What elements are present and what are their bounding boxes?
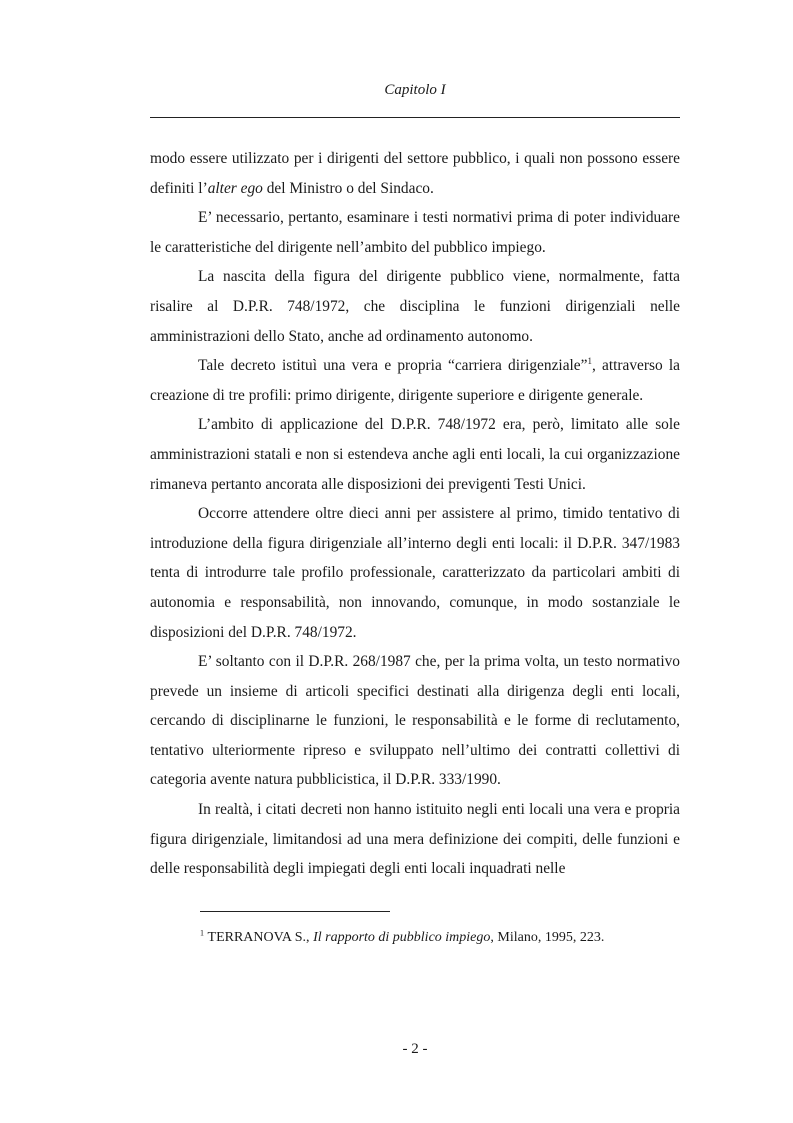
body-text — [150, 144, 680, 884]
footnote-rule — [200, 911, 390, 912]
footnote-reference[interactable]: 1 — [587, 356, 592, 367]
footnote-marker: 1 — [200, 928, 204, 938]
paragraph-3: La nascita della figura del dirigente pubblico viene, normalmente, fatta risalire al D.P.R. 748/1972, che disciplina le funzioni dirigenziali nelle amministrazioni dello Stato, anche ad ordinamento autonomo. — [150, 268, 680, 345]
running-header: Capitolo I — [384, 82, 446, 98]
footnote-title: Il rapporto di pubblico impiego — [313, 930, 491, 945]
footnote: $^1$ TERRANOVA S., Il rapporto di pubblico impiego, Milano, 1995, 223. — [200, 928, 605, 945]
footnote-author: TERRANOVA S., — [207, 930, 310, 945]
paragraph-8: In realtà, i citati decreti non hanno istituito negli enti locali una vera e propria figura dirigenziale, limitandosi ad una mera definizione dei compiti, delle funzioni e delle responsabilità degli impiegati degli enti locali inquadrati nelle — [150, 801, 680, 878]
paragraph-6: Occorre attendere oltre dieci anni per assistere al primo, timido tentativo di introduzione della figura dirigenziale all’interno degli enti locali: il D.P.R. 347/1983 tenta di introdurre tale profilo professionale, caratterizzato da particolari ambiti di autonomia e responsabilità, non innovando, comunque, in modo sostanziale le disposizioni del D.P.R. 748/1972. — [150, 505, 680, 641]
paragraph-2: E’ necessario, pertanto, esaminare i testi normativi prima di poter individuare le caratteristiche del dirigente nell’ambito del pubblico impiego. — [150, 209, 680, 256]
alter-ego-italic: alter ego — [207, 179, 263, 197]
header-rule — [150, 117, 680, 118]
paragraph-5: L’ambito di applicazione del D.P.R. 748/1972 era, però, limitato alle sole amministrazioni statali e non si estendeva anche agli enti locali, la cui organizzazione rimaneva pertanto ancorata alle disposizioni dei previgenti Testi Unici. — [150, 416, 680, 493]
paragraph-7: E’ soltanto con il D.P.R. 268/1987 che, per la prima volta, un testo normativo prevede un insieme di articoli specifici destinati alla dirigenza degli enti locali, cercando di disciplinarne le funzioni, le responsabilità e le forme di reclutamento, tentativo ulteriormente ripreso e sviluppato nell’ultimo dei contratti collettivi di categoria avente natura pubblicistica, il D.P.R. 333/1990. — [150, 653, 680, 789]
paragraph-4: Tale decreto istituì una vera e propria “carriera dirigenziale”$^1$, attraverso la creazione di tre profili: primo dirigente, dirigente superiore e dirigente generale. — [150, 356, 680, 404]
paragraph-1: modo essere utilizzato per i dirigenti del settore pubblico, i quali non possono essere definiti l’alter ego del Ministro o del Sindaco. — [150, 150, 680, 197]
page-number: - 2 - — [402, 1041, 428, 1057]
